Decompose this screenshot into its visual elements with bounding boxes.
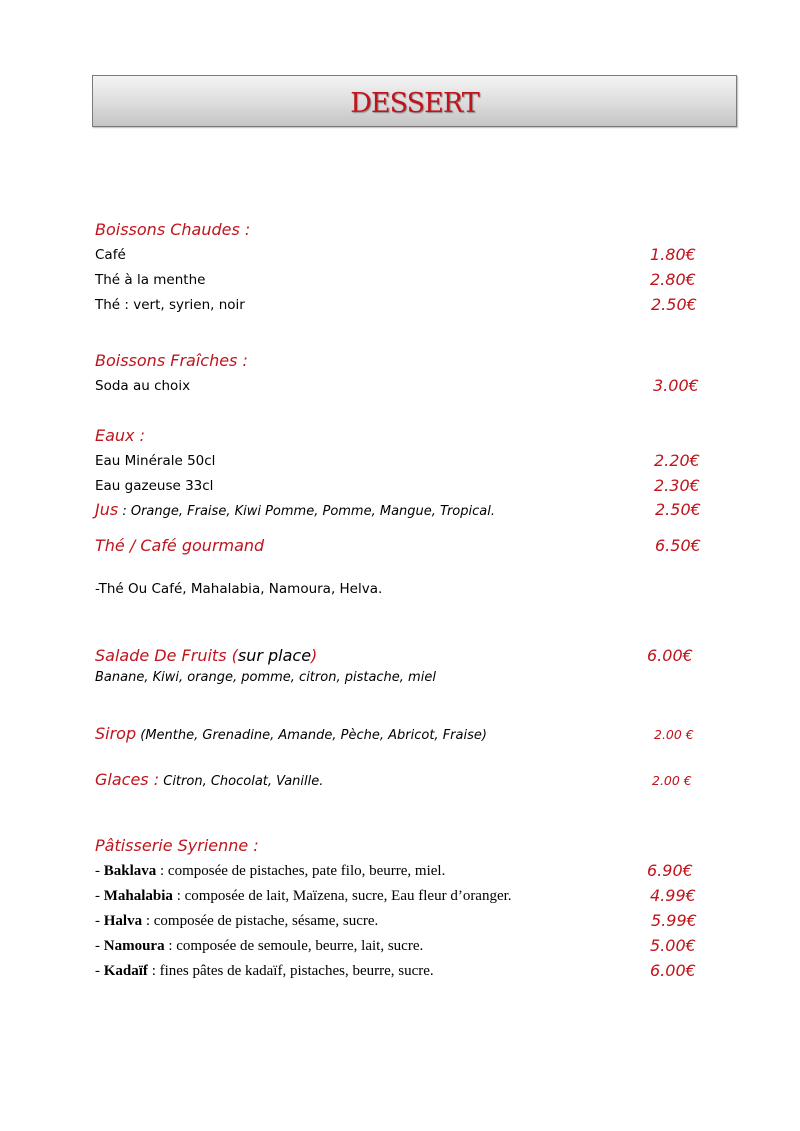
menu-item-name: Eau Minérale 50cl: [95, 453, 216, 469]
list-item: [95, 888, 512, 905]
menu-item-price: 2.80€: [650, 270, 696, 289]
section-heading-boissons-fraiches: Boissons Fraîches :: [95, 351, 248, 370]
menu-item-price: 2.00 €: [654, 727, 694, 742]
menu-item-price: 6.00€: [650, 961, 696, 980]
sirop-label: Sirop: [95, 724, 137, 743]
list-dash: -: [95, 888, 104, 904]
menu-item-name: Thé à la menthe: [95, 272, 206, 288]
pastry-name: Halva: [103, 913, 143, 929]
pastry-name: Namoura: [103, 938, 165, 954]
menu-item-price: 6.50€: [655, 536, 701, 555]
pastry-name: Kadaïf: [103, 963, 148, 979]
pastry-description: : composée de lait, Maïzena, sucre, Eau fleur d’oranger.: [172, 888, 512, 904]
salade-description: Banane, Kiwi, orange, pomme, citron, pistache, miel: [95, 670, 436, 685]
menu-item-price: 4.99€: [650, 886, 696, 905]
jus-label: Jus: [95, 500, 119, 519]
list-item: [95, 863, 445, 880]
gourmand-description: -Thé Ou Café, Mahalabia, Namoura, Helva.: [95, 581, 383, 597]
list-dash: -: [95, 913, 104, 929]
menu-item-price: 1.80€: [650, 245, 696, 264]
section-heading-jus: [95, 500, 495, 519]
pastry-description: : fines pâtes de kadaïf, pistaches, beurre, sucre.: [147, 963, 434, 979]
section-heading-patisserie: Pâtisserie Syrienne :: [95, 836, 259, 855]
page-title: DESSERT: [350, 88, 479, 119]
list-item: [95, 913, 378, 930]
menu-item-name: Thé : vert, syrien, noir: [95, 297, 245, 313]
pastry-description: : composée de pistache, sésame, sucre.: [142, 913, 379, 929]
salade-heading-part: ): [311, 646, 318, 665]
menu-item-name: Eau gazeuse 33cl: [95, 478, 214, 494]
sirop-description: (Menthe, Grenadine, Amande, Pèche, Abricot, Fraise): [136, 728, 487, 743]
menu-item-price: 5.99€: [651, 911, 697, 930]
section-heading-the-cafe-gourmand: Thé / Café gourmand: [95, 536, 265, 555]
section-heading-eaux: Eaux :: [95, 426, 145, 445]
list-item: [95, 963, 434, 980]
title-banner: [92, 75, 737, 127]
list-dash: -: [95, 863, 104, 879]
pastry-name: Baklava: [103, 863, 157, 879]
pastry-name: Mahalabia: [103, 888, 173, 904]
menu-item-price: 5.00€: [650, 936, 696, 955]
menu-item-price: 2.30€: [654, 476, 700, 495]
glaces-label: Glaces :: [95, 770, 160, 789]
jus-description: : Orange, Fraise, Kiwi Pomme, Pomme, Mangue, Tropical.: [118, 504, 495, 519]
section-heading-sirop: [95, 724, 487, 743]
pastry-description: : composée de pistaches, pate filo, beurre, miel.: [156, 863, 446, 879]
glaces-description: Citron, Chocolat, Vanille.: [159, 774, 324, 789]
list-dash: -: [95, 963, 104, 979]
menu-item-price: 2.50€: [651, 295, 697, 314]
pastry-description: : composée de semoule, beurre, lait, sucre.: [164, 938, 424, 954]
section-heading-glaces: [95, 770, 323, 789]
menu-item-price: 6.90€: [647, 861, 693, 880]
menu-item-price: 2.00 €: [652, 773, 692, 788]
section-heading-boissons-chaudes: Boissons Chaudes :: [95, 220, 251, 239]
menu-item-price: 3.00€: [653, 376, 699, 395]
menu-item-name: Soda au choix: [95, 378, 191, 394]
menu-item-price: 2.20€: [654, 451, 700, 470]
list-item: [95, 938, 423, 955]
menu-item-price: 6.00€: [647, 646, 693, 665]
menu-item-name: Café: [95, 247, 126, 263]
list-dash: -: [95, 938, 104, 954]
salade-heading-part: Salade De Fruits (: [95, 646, 238, 665]
section-heading-salade: [95, 646, 317, 665]
salade-heading-sur-place: sur place: [237, 646, 312, 665]
menu-item-price: 2.50€: [655, 500, 701, 519]
